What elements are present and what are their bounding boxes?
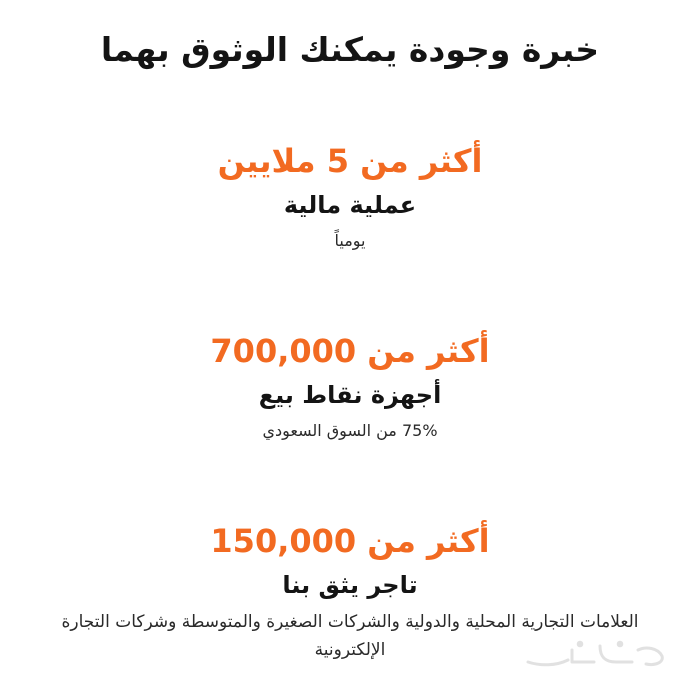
page-title: خبرة وجودة يمكنك الوثوق بهما (100, 30, 600, 69)
stat-note: العلامات التجارية المحلية والدولية والشركات الصغيرة والمتوسطة وشركات التجارة الإلكترونية (61, 612, 639, 660)
stat-headline: أكثر من 700,000 (210, 332, 490, 370)
stat-headline: أكثر من 5 ملايين (217, 142, 483, 180)
stat-label: أجهزة نقاط بيع (258, 381, 442, 409)
haraj-watermark-logo (520, 636, 680, 672)
stat-note: 75% من السوق السعودي (262, 421, 438, 440)
stat-label: تاجر يثق بنا (282, 571, 418, 599)
stat-block-transactions (0, 140, 700, 254)
stat-label: عملية مالية (283, 191, 417, 219)
stat-headline: أكثر من 150,000 (210, 522, 490, 560)
stat-block-pos-devices (0, 330, 700, 444)
stat-note: يومياً (334, 231, 366, 250)
